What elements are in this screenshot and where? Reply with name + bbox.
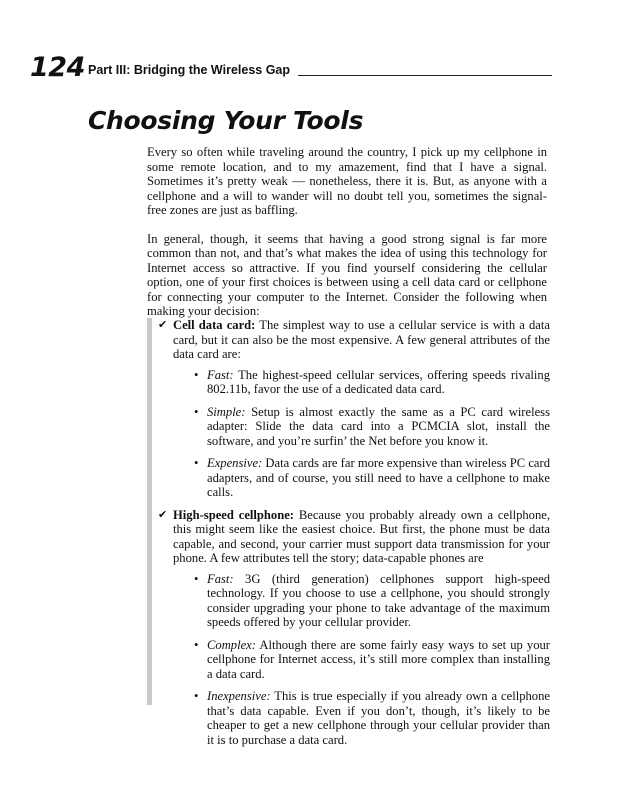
checkmark-icon: ✔ xyxy=(158,507,168,521)
bullet-dot-icon: • xyxy=(194,571,199,586)
options-list xyxy=(158,318,550,755)
section-title: Choosing Your Tools xyxy=(88,106,364,135)
sub-list-item xyxy=(190,689,550,747)
header-rule xyxy=(298,75,552,76)
attribute-text: Data cards are far more expensive than wireless PC card adapters, and of course, you still need to have a cellphone to make calls. xyxy=(207,456,550,499)
bullet-dot-icon: • xyxy=(194,456,199,470)
attribute-term: Inexpensive: xyxy=(207,689,271,703)
list-item xyxy=(158,508,550,748)
checkmark-icon: ✔ xyxy=(158,318,168,331)
list-margin-bar xyxy=(147,318,152,705)
option-text: Because you probably already own a cellphone, this might seem like the easiest choice. But first, the phone must be data capable, and second, your carrier must support data transmission for your phone. A few attributes tell the story; data-capable phones are xyxy=(173,507,550,565)
attribute-text: 3G (third generation) cellphones support high-speed technology. If you choose to use a cellphone, you should strongly consider upgrading your phone to take advantage of the maximum speeds offered by your cellular provider. xyxy=(207,571,550,629)
bullet-dot-icon: • xyxy=(194,404,199,419)
sub-list-item xyxy=(190,638,550,682)
attribute-term: Simple: xyxy=(207,404,246,419)
paragraph: Every so often while traveling around the country, I pick up my cellphone in some remote location, and to my amazement, find that I have a signal. Sometimes it’s pretty weak — nonetheless, there it is. But, as anyone with a cellphone and a will to wander will no doubt tell you, sometimes the signal-free zones are just as baffling. xyxy=(147,145,547,217)
attribute-term: Complex: xyxy=(207,637,256,652)
option-term: High-speed cellphone: xyxy=(173,507,294,522)
sub-list-item xyxy=(190,572,550,630)
paragraph: In general, though, it seems that having a good strong signal is far more common than not, and that’s what makes the idea of using this technology for Internet access so attractive. If you find yourself considering the cellular option, one of your first choices is between using a cell data card or cellphone for connecting your computer to the Internet. Consider the following when making your decision: xyxy=(147,231,547,318)
body-text xyxy=(147,145,547,333)
bullet-dot-icon: • xyxy=(194,689,199,703)
bullet-dot-icon: • xyxy=(194,637,199,652)
page-number: 124 xyxy=(30,52,85,83)
attribute-text: Setup is almost exactly the same as a PC card wireless adapter: Slide the data card into a PCMCIA slot, install the software, and you’re surfin’ the Net before you know it. xyxy=(207,404,550,448)
attribute-term: Fast: xyxy=(207,571,234,586)
attribute-text: The highest-speed cellular services, offering speeds rivaling 802.11b, favor the use of a dedicated data card. xyxy=(207,367,550,396)
option-text: The simplest way to use a cellular service is with a data card, but it can also be the most expensive. A few general attributes of the data card are: xyxy=(173,318,550,361)
attribute-text: This is true especially if you already own a cellphone that’s data capable. Even if you don’t, though, it’s likely to be cheaper to get a new cellphone through your cellular provider than it is to purchase a data card. xyxy=(207,689,550,747)
bullet-dot-icon: • xyxy=(194,367,199,382)
attribute-term: Fast: xyxy=(207,367,234,382)
option-term: Cell data card: xyxy=(173,318,256,332)
attribute-term: Expensive: xyxy=(207,456,263,470)
attribute-text: Although there are some fairly easy ways to set up your cellphone for Internet access, it’s still more complex than installing a data card. xyxy=(207,637,550,681)
part-title: Part III: Bridging the Wireless Gap xyxy=(88,63,291,77)
list-item xyxy=(158,318,550,500)
sub-list-item xyxy=(190,405,550,449)
sub-list-item xyxy=(190,456,550,500)
sub-list-item xyxy=(190,368,550,397)
page-header xyxy=(30,52,552,84)
